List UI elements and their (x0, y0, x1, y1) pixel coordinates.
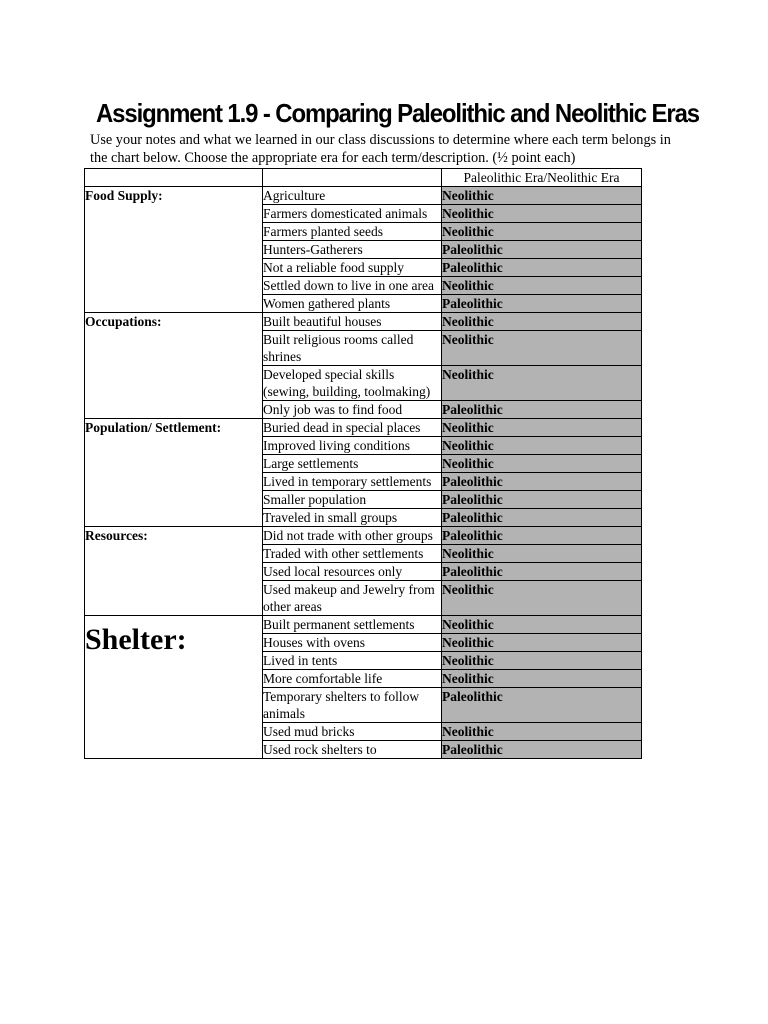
era-column-header: Paleolithic Era/Neolithic Era (442, 169, 642, 187)
term-cell: Farmers domesticated animals (263, 205, 442, 223)
table-row (85, 313, 642, 331)
category-label: Shelter: (85, 616, 263, 759)
term-cell: Used rock shelters to (263, 741, 442, 759)
term-cell: Large settlements (263, 455, 442, 473)
term-cell: Farmers planted seeds (263, 223, 442, 241)
era-answer-cell[interactable]: Paleolithic (442, 741, 642, 759)
era-answer-cell[interactable]: Neolithic (442, 455, 642, 473)
term-cell: Temporary shelters to follow animals (263, 688, 442, 723)
blank-header-cell (85, 169, 263, 187)
category-label: Resources: (85, 527, 263, 616)
era-answer-cell[interactable]: Paleolithic (442, 295, 642, 313)
term-cell: Used makeup and Jewelry from other areas (263, 581, 442, 616)
page-title: Assignment 1.9 - Comparing Paleolithic and Neolithic Eras (96, 98, 700, 128)
era-answer-cell[interactable]: Neolithic (442, 581, 642, 616)
era-answer-cell[interactable]: Paleolithic (442, 688, 642, 723)
table-row (85, 616, 642, 634)
term-cell: Hunters-Gatherers (263, 241, 442, 259)
era-answer-cell[interactable]: Neolithic (442, 187, 642, 205)
era-answer-cell[interactable]: Neolithic (442, 437, 642, 455)
term-cell: Lived in tents (263, 652, 442, 670)
era-answer-cell[interactable]: Neolithic (442, 313, 642, 331)
term-cell: More comfortable life (263, 670, 442, 688)
era-answer-cell[interactable]: Paleolithic (442, 509, 642, 527)
term-cell: Developed special skills (sewing, building, toolmaking) (263, 366, 442, 401)
term-cell: Agriculture (263, 187, 442, 205)
era-comparison-table (84, 168, 642, 759)
term-cell: Smaller population (263, 491, 442, 509)
era-answer-cell[interactable]: Neolithic (442, 670, 642, 688)
term-cell: Improved living conditions (263, 437, 442, 455)
term-cell: Lived in temporary settlements (263, 473, 442, 491)
era-answer-cell[interactable]: Neolithic (442, 652, 642, 670)
era-answer-cell[interactable]: Neolithic (442, 205, 642, 223)
instructions-text: Use your notes and what we learned in our class discussions to determine where each term belongs in the chart below. Choose the appropriate era for each term/description. (½ point each) (90, 132, 671, 166)
term-cell: Settled down to live in one area (263, 277, 442, 295)
term-cell: Houses with ovens (263, 634, 442, 652)
term-cell: Built beautiful houses (263, 313, 442, 331)
term-cell: Built permanent settlements (263, 616, 442, 634)
era-answer-cell[interactable]: Paleolithic (442, 527, 642, 545)
term-cell: Women gathered plants (263, 295, 442, 313)
blank-header-cell (263, 169, 442, 187)
era-answer-cell[interactable]: Neolithic (442, 223, 642, 241)
era-answer-cell[interactable]: Paleolithic (442, 401, 642, 419)
era-answer-cell[interactable]: Neolithic (442, 331, 642, 366)
term-cell: Traded with other settlements (263, 545, 442, 563)
era-answer-cell[interactable]: Paleolithic (442, 241, 642, 259)
era-answer-cell[interactable]: Paleolithic (442, 259, 642, 277)
era-answer-cell[interactable]: Neolithic (442, 366, 642, 401)
header-row (85, 169, 642, 187)
term-cell: Built religious rooms called shrines (263, 331, 442, 366)
era-answer-cell[interactable]: Neolithic (442, 616, 642, 634)
era-answer-cell[interactable]: Paleolithic (442, 563, 642, 581)
category-label: Population/ Settlement: (85, 419, 263, 527)
term-cell: Used local resources only (263, 563, 442, 581)
term-cell: Used mud bricks (263, 723, 442, 741)
era-answer-cell[interactable]: Neolithic (442, 419, 642, 437)
era-answer-cell[interactable]: Neolithic (442, 634, 642, 652)
era-answer-cell[interactable]: Paleolithic (442, 473, 642, 491)
table-body (85, 169, 642, 759)
table-row (85, 419, 642, 437)
term-cell: Only job was to find food (263, 401, 442, 419)
category-label: Occupations: (85, 313, 263, 419)
era-answer-cell[interactable]: Neolithic (442, 723, 642, 741)
term-cell: Buried dead in special places (263, 419, 442, 437)
category-label: Food Supply: (85, 187, 263, 313)
era-answer-cell[interactable]: Neolithic (442, 545, 642, 563)
term-cell: Not a reliable food supply (263, 259, 442, 277)
era-answer-cell[interactable]: Paleolithic (442, 491, 642, 509)
era-answer-cell[interactable]: Neolithic (442, 277, 642, 295)
table-row (85, 187, 642, 205)
term-cell: Traveled in small groups (263, 509, 442, 527)
term-cell: Did not trade with other groups (263, 527, 442, 545)
table-row (85, 527, 642, 545)
